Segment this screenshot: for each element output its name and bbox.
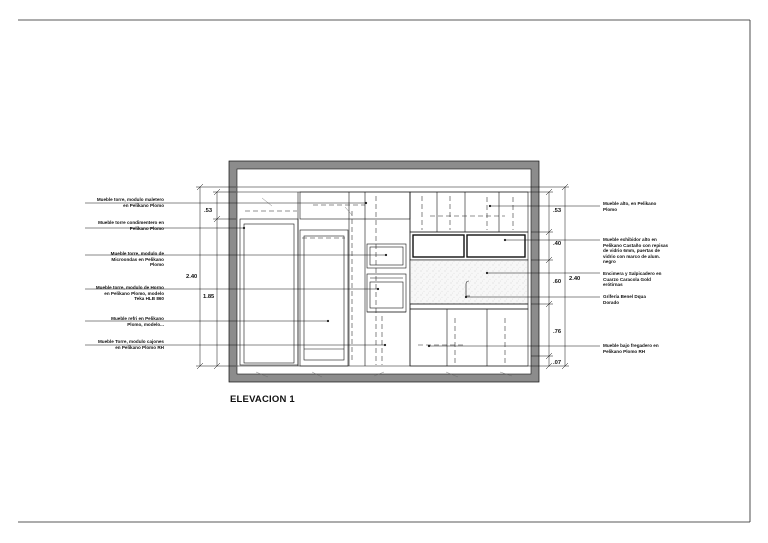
wall-cabinet-outline	[410, 192, 528, 232]
label-microwave-tower: Mueble torre, modulo de Microondas en Pelikano Plomo	[110, 251, 164, 268]
upper-tower-cabinet	[300, 192, 410, 219]
label-drawer-tower: Mueble Torre, modulo cajones en Pelikano Plomo RH	[97, 339, 164, 350]
dim-right-plinth: .07	[553, 360, 562, 366]
display-cabinet-outline	[410, 232, 528, 260]
label-wall-cabinet: Mueble alto, en Pelikano Plomo	[603, 201, 657, 212]
dim-left-lower: 1.85	[203, 294, 215, 300]
oven	[367, 274, 406, 312]
label-oven-tower: Mueble torre, modulo de Horno en Pelikano Plomo, modelo Teka HLB 860	[95, 285, 164, 302]
label-fridge-cabinet: Mueble refri en Pelikano Plomo, modelo...	[111, 316, 164, 327]
drawing-title: ELEVACION 1	[230, 394, 295, 405]
dim-right-base: .76	[553, 329, 562, 335]
dim-right-total: 2.40	[569, 276, 581, 282]
label-sink-base: Mueble bajo fregadero en Pelikano Plomo RH	[603, 343, 659, 354]
dim-left-total: 2.40	[186, 274, 198, 280]
dim-right-mid: .40	[553, 241, 562, 247]
label-upper-cabinet-tower: Mueble torre, modulo maletero en Pelikano Plomo	[96, 197, 164, 208]
label-spice-tower: Mueble torre condimentero en Pelikano Plomo	[98, 220, 164, 231]
dim-right-splash: .60	[553, 279, 562, 285]
countertop-edge	[410, 304, 528, 309]
backsplash	[410, 260, 528, 304]
dim-right-upper: .53	[553, 208, 562, 214]
label-display-cabinet: Mueble exhibidor alto en Pelikano Castaño con repisas de vidrio 6mm, puertas de vidrio con marco de alum. negro	[603, 237, 669, 265]
dim-left-upper: .53	[204, 208, 213, 214]
sink-base-outline	[410, 309, 528, 366]
drawer-tower-outline	[300, 230, 348, 366]
label-faucet: Grifería Benel Dqua Dorado	[603, 294, 646, 305]
fridge-cabinet-outline	[240, 219, 298, 365]
label-countertop: Encimera y Salpicadero en Cuarzo Caracola Gold erótirnas	[603, 271, 662, 288]
